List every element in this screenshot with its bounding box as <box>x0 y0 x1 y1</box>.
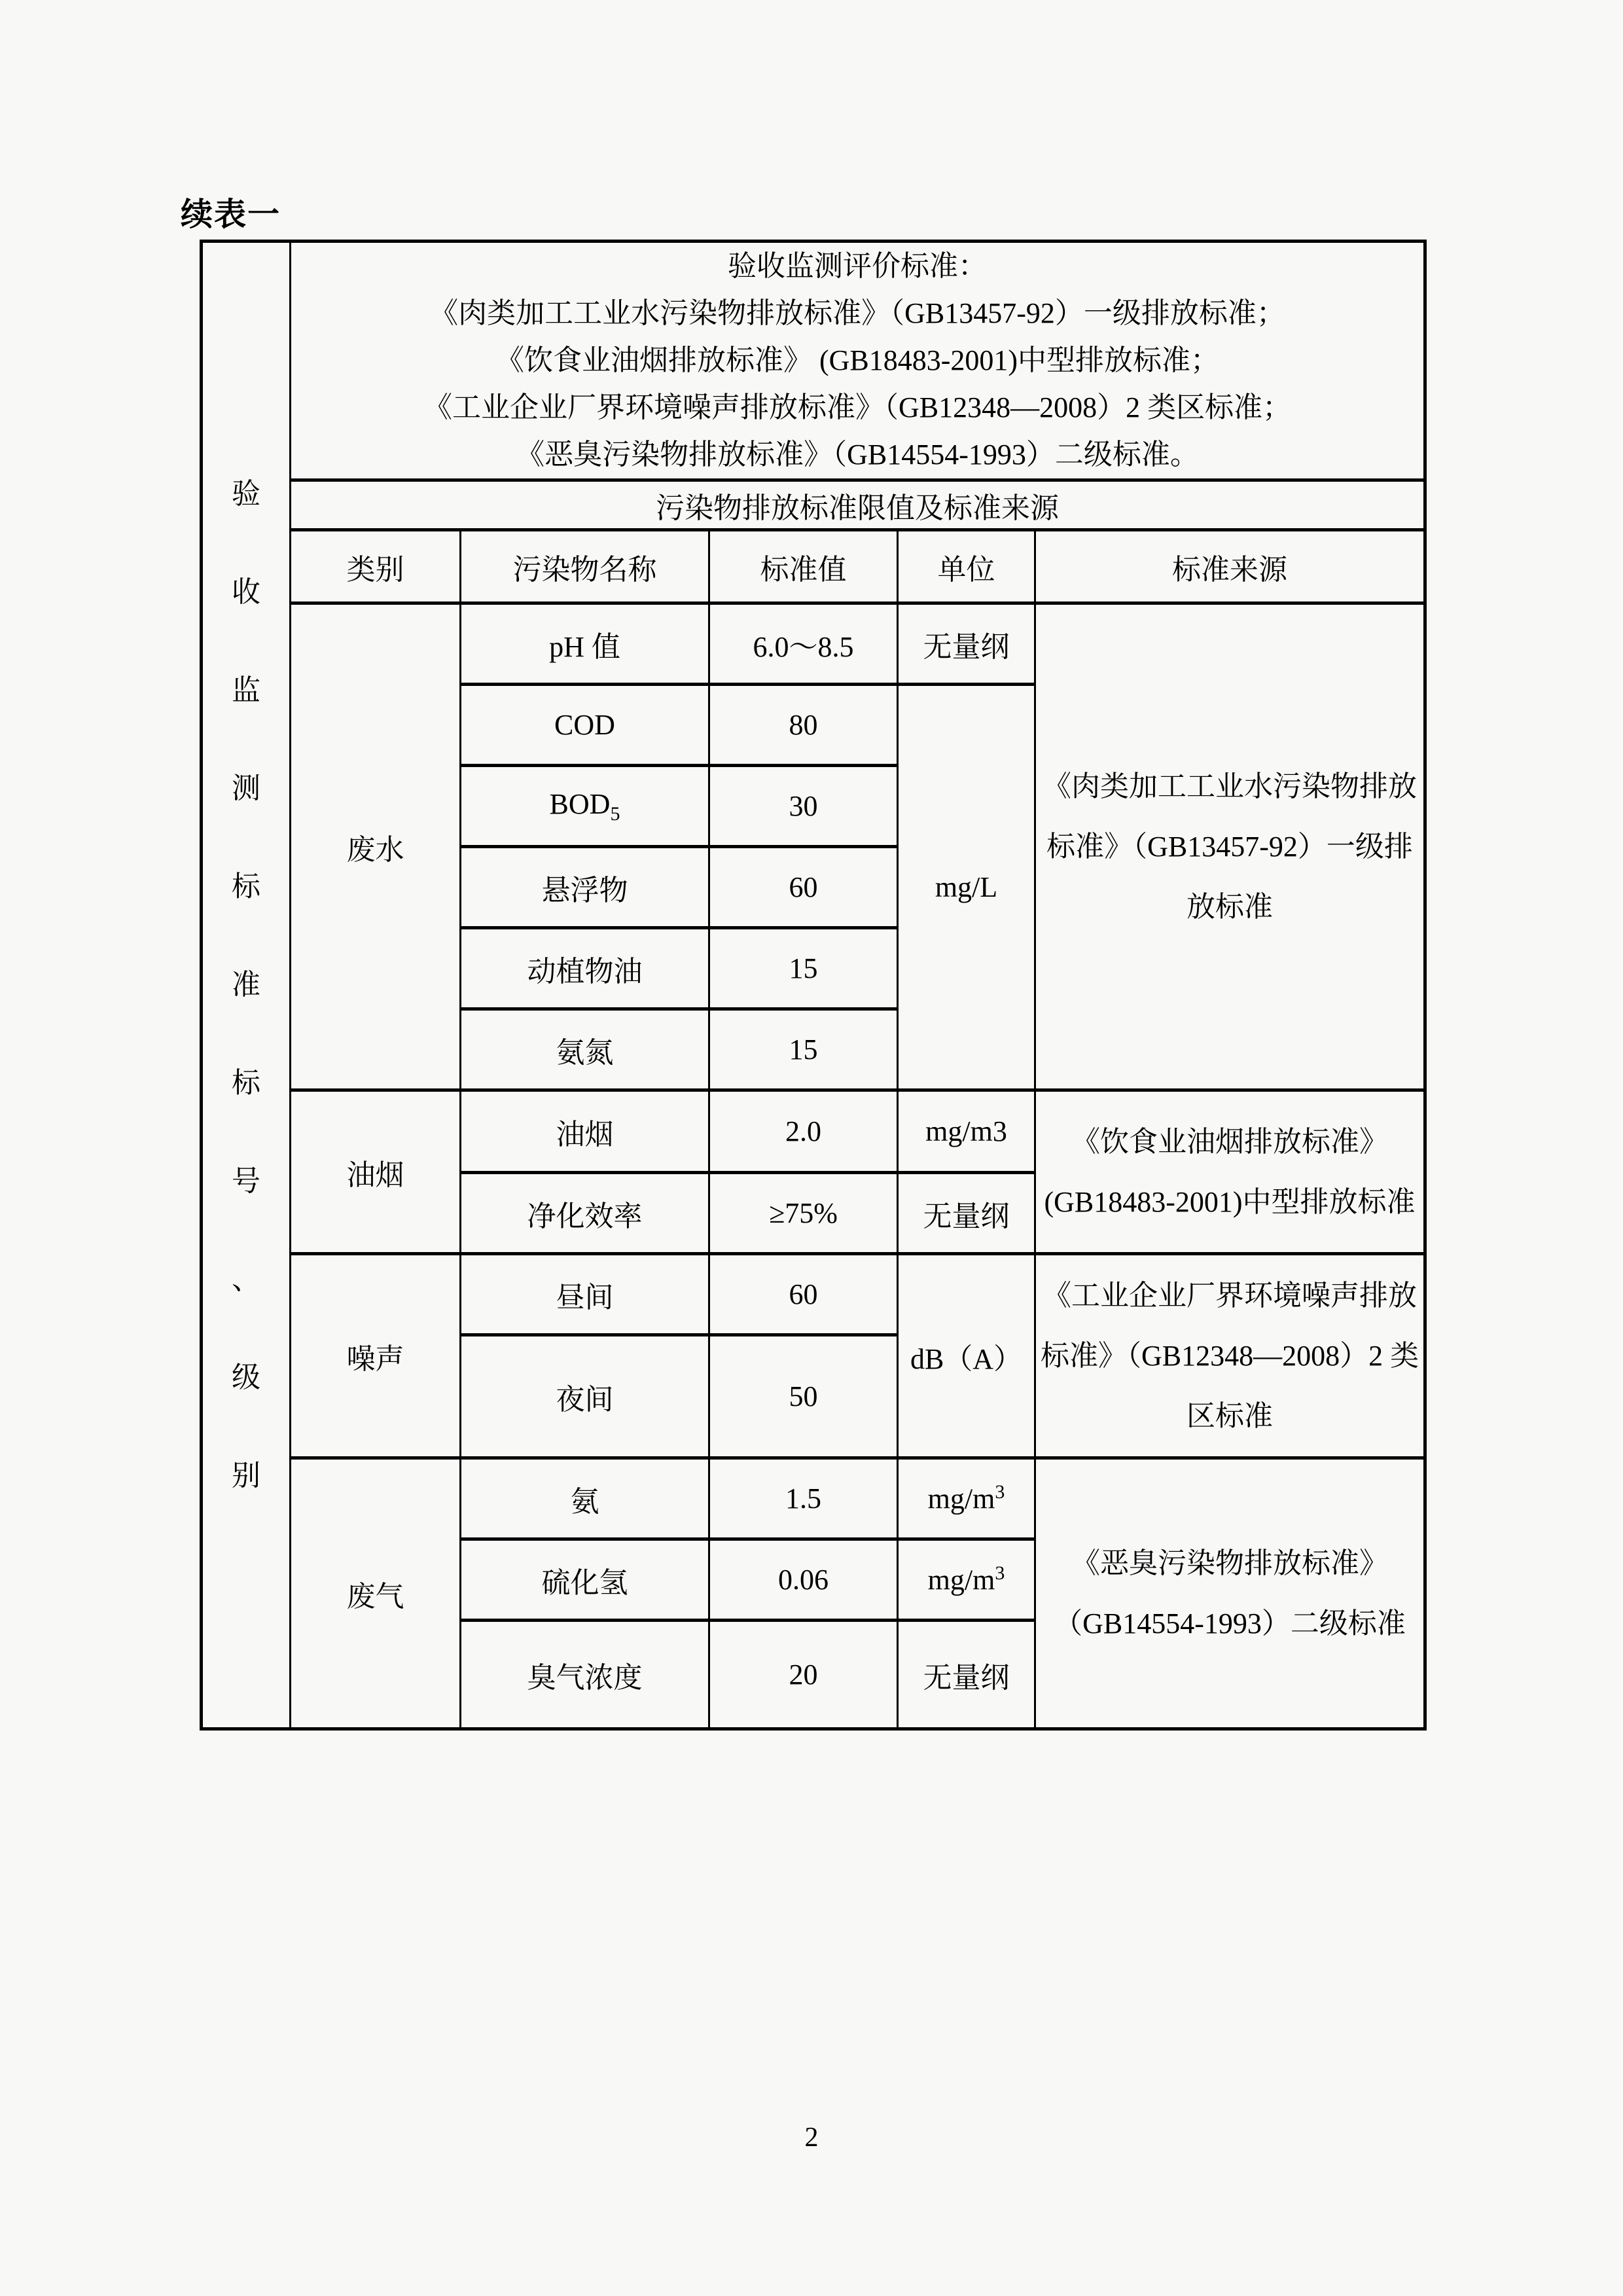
col-header-source: 标准来源 <box>1035 530 1425 603</box>
vh-char: 别 <box>232 1460 260 1492</box>
vh-char: 监 <box>232 674 260 706</box>
pollutant-bod5 <box>461 766 709 847</box>
pollutant-purification-efficiency: 净化效率 <box>461 1173 709 1254</box>
unit-superscript: 3 <box>995 1481 1005 1503</box>
limit-daytime: 60 <box>709 1254 898 1335</box>
pollutant-suspended-solids: 悬浮物 <box>461 847 709 928</box>
col-header-limit: 标准值 <box>709 530 898 603</box>
vh-char: 准 <box>232 969 260 1001</box>
unit-mg-l: mg/L <box>898 685 1035 1090</box>
eval-line: 《恶臭污染物排放标准》（GB14554-1993）二级标准。 <box>516 439 1199 471</box>
eval-line: 《肉类加工工业水污染物排放标准》（GB13457-92）一级排放标准； <box>429 297 1285 329</box>
unit-odor-concentration: 无量纲 <box>898 1621 1035 1729</box>
source-noise: 《工业企业厂界环境噪声排放标准》（GB12348—2008）2 类区标准 <box>1035 1254 1425 1458</box>
limit-nighttime: 50 <box>709 1335 898 1458</box>
limit-fume: 2.0 <box>709 1090 898 1173</box>
limit-odor-concentration: 20 <box>709 1621 898 1729</box>
vh-char: 、 <box>232 1263 260 1295</box>
limit-purification-efficiency: ≥75% <box>709 1173 898 1254</box>
eval-line: 《工业企业厂界环境噪声排放标准》（GB12348—2008）2 类区标准； <box>423 391 1292 423</box>
vh-char: 收 <box>232 576 260 608</box>
pollutant-animal-vegetable-oil: 动植物油 <box>461 928 709 1009</box>
limit-ammonia: 1.5 <box>709 1458 898 1539</box>
pollutant-ph: pH 值 <box>461 603 709 685</box>
eval-line: 《饮食业油烟排放标准》 (GB18483-2001)中型排放标准； <box>495 344 1220 376</box>
category-wastewater: 废水 <box>291 603 461 1090</box>
bod-subscript: 5 <box>610 802 620 825</box>
pollutant-h2s: 硫化氢 <box>461 1539 709 1621</box>
vh-char: 号 <box>232 1165 260 1197</box>
category-noise: 噪声 <box>291 1254 461 1458</box>
pollutant-daytime: 昼间 <box>461 1254 709 1335</box>
limit-cod: 80 <box>709 685 898 766</box>
pollutant-ammonia: 氨 <box>461 1458 709 1539</box>
pollutant-nighttime: 夜间 <box>461 1335 709 1458</box>
unit-h2s <box>898 1539 1035 1621</box>
limit-suspended-solids: 60 <box>709 847 898 928</box>
bod-base: BOD <box>549 787 611 820</box>
pollutant-ammonia-nitrogen: 氨氮 <box>461 1009 709 1090</box>
eval-line: 验收监测评价标准： <box>728 250 988 282</box>
unit-fume: mg/m3 <box>898 1090 1035 1173</box>
limit-ph: 6.0～8.5 <box>709 603 898 685</box>
vh-char: 标 <box>232 1067 260 1099</box>
unit-dba: dB（A） <box>898 1254 1035 1458</box>
col-header-category: 类别 <box>291 530 461 603</box>
limit-h2s: 0.06 <box>709 1539 898 1621</box>
unit-ammonia <box>898 1458 1035 1539</box>
limit-animal-vegetable-oil: 15 <box>709 928 898 1009</box>
unit-ph: 无量纲 <box>898 603 1035 685</box>
pollutant-cod: COD <box>461 685 709 766</box>
standards-table-wrap <box>200 240 1427 1731</box>
vertical-header-text <box>203 445 289 1525</box>
page-number: 2 <box>804 2123 819 2153</box>
limits-subtitle-cell: 污染物排放标准限值及标准来源 <box>291 480 1425 530</box>
page-title: 续表一 <box>181 196 281 232</box>
unit-purification-efficiency: 无量纲 <box>898 1173 1035 1254</box>
source-fume: 《饮食业油烟排放标准》(GB18483-2001)中型排放标准 <box>1035 1090 1425 1254</box>
category-gas: 废气 <box>291 1458 461 1729</box>
limit-bod5: 30 <box>709 766 898 847</box>
source-gas: 《恶臭污染物排放标准》（GB14554-1993）二级标准 <box>1035 1458 1425 1729</box>
unit-base: mg/m <box>927 1564 995 1596</box>
unit-base: mg/m <box>927 1482 995 1515</box>
col-header-unit: 单位 <box>898 530 1035 603</box>
pollutant-fume: 油烟 <box>461 1090 709 1173</box>
vh-char: 测 <box>232 772 260 804</box>
vh-char: 验 <box>232 478 260 510</box>
source-wastewater: 《肉类加工工业水污染物排放标准》（GB13457-92）一级排放标准 <box>1035 603 1425 1090</box>
category-fume: 油烟 <box>291 1090 461 1254</box>
vh-char: 级 <box>232 1361 260 1393</box>
standards-table <box>200 240 1427 1731</box>
vh-char: 标 <box>232 870 260 903</box>
col-header-pollutant: 污染物名称 <box>461 530 709 603</box>
eval-standards-cell <box>291 242 1425 480</box>
eval-standards-block <box>291 243 1423 478</box>
limit-ammonia-nitrogen: 15 <box>709 1009 898 1090</box>
pollutant-odor-concentration: 臭气浓度 <box>461 1621 709 1729</box>
vertical-header-cell <box>202 242 291 1729</box>
unit-superscript: 3 <box>995 1562 1005 1585</box>
